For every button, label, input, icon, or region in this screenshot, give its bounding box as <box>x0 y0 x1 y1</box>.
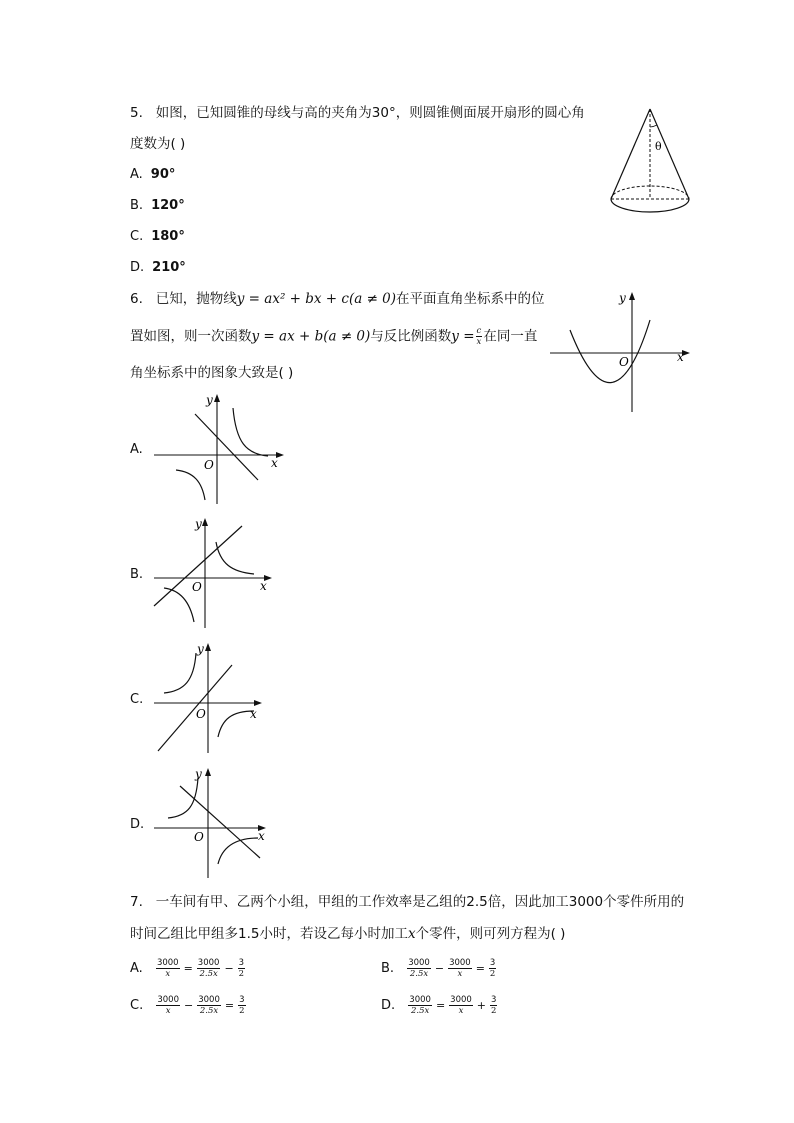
q5-option-b[interactable] <box>130 196 185 216</box>
q6-option-a-graph[interactable] <box>150 392 290 507</box>
q6-a-origin-label: O <box>204 458 214 472</box>
q6-line1-a: 已知，抛物线 <box>155 291 237 307</box>
operator: = <box>475 961 485 975</box>
frac-denominator: 2 <box>489 969 496 979</box>
q5-option-label: C. <box>130 229 144 244</box>
q5-option-label: A. <box>130 167 143 182</box>
frac-numerator: 3000 <box>409 995 431 1005</box>
q7-a-frac-right <box>238 958 245 979</box>
q5-line1-text: 如图，已知圆锥的母线与高的夹角为30°，则圆锥侧面展开扇形的圆心角 <box>155 105 585 121</box>
q7-c-frac-right <box>238 995 245 1016</box>
frac-denominator: 2 <box>491 1006 497 1016</box>
q6-inverse-fraction <box>476 326 483 347</box>
operator: + <box>476 998 487 1012</box>
q7-b-frac-right <box>489 958 496 979</box>
frac-numerator: 3000 <box>198 995 220 1005</box>
q7-option-label: D. <box>381 998 396 1013</box>
q6-c-origin-label: O <box>196 707 206 721</box>
frac-numerator: 3 <box>491 995 497 1005</box>
frac-denominator: x <box>165 1006 171 1016</box>
frac-numerator: 3000 <box>408 958 430 968</box>
q5-theta-label: θ <box>655 140 662 153</box>
q6-frac-denominator: x <box>476 337 482 347</box>
q7-stem-line1 <box>130 892 684 912</box>
q5-option-label: B. <box>130 198 144 213</box>
q5-option-d[interactable] <box>130 258 186 278</box>
frac-denominator: 2 <box>238 969 245 979</box>
q7-a-frac-left <box>156 958 180 979</box>
q6-frac-numerator: c <box>476 326 482 336</box>
q5-cone-figure <box>605 105 695 220</box>
frac-denominator: 2.5x <box>199 1006 219 1016</box>
frac-denominator: 2.5x <box>410 1006 430 1016</box>
frac-denominator: x <box>457 969 463 979</box>
frac-numerator: 3 <box>238 958 245 968</box>
q6-inverse-equation: y = <box>451 328 475 345</box>
q6-line1-b: 在平面直角坐标系中的位 <box>396 291 545 307</box>
q7-option-c[interactable] <box>130 995 247 1016</box>
q7-option-label: A. <box>130 961 143 976</box>
q5-option-value: 180° <box>151 229 185 244</box>
q6-parabola-equation: y = ax² + bx + c(a ≠ 0) <box>236 291 397 307</box>
frac-denominator: 2.5x <box>199 969 218 979</box>
q6-parabola-figure <box>548 290 693 415</box>
q5-option-value: 90° <box>150 167 176 182</box>
q6-b-y-label: y <box>195 517 202 531</box>
q6-option-c-label[interactable]: C. <box>130 692 144 707</box>
operator: − <box>184 998 194 1012</box>
q5-option-value: 120° <box>151 198 185 213</box>
frac-numerator: 3000 <box>450 995 472 1005</box>
q5-option-a[interactable] <box>130 165 175 185</box>
frac-numerator: 3000 <box>157 995 179 1005</box>
operator: = <box>435 998 446 1012</box>
q6-stem-line2 <box>130 326 537 347</box>
q6-linear-equation: y = ax + b(a ≠ 0) <box>251 328 371 345</box>
operator: = <box>183 961 193 975</box>
q5-option-c[interactable] <box>130 227 185 247</box>
q6-b-x-label: x <box>260 579 267 593</box>
q7-line1-text: 一车间有甲、乙两个小组，甲组的工作效率是乙组的2.5倍，因此加工3000个零件所用的 <box>155 894 685 910</box>
q6-c-x-label: x <box>250 707 257 721</box>
q7-option-d[interactable] <box>381 995 498 1016</box>
q6-c-y-label: y <box>197 642 204 656</box>
q7-line2-b: 个零件，则可列方程为( ) <box>415 926 566 942</box>
q6-option-c-graph[interactable] <box>150 641 275 756</box>
frac-denominator: x <box>458 1006 464 1016</box>
q7-variable: x <box>407 926 416 942</box>
q6-option-b-label[interactable]: B. <box>130 567 144 582</box>
q6-fig-y-label: y <box>619 291 626 305</box>
q5-stem-line2: 度数为( ) <box>130 136 186 152</box>
q6-option-b-graph[interactable] <box>150 516 280 631</box>
q7-c-frac-left <box>156 995 180 1016</box>
q7-d-frac-mid <box>449 995 473 1016</box>
q7-option-b[interactable] <box>381 958 497 979</box>
q7-option-label: C. <box>130 998 144 1013</box>
q6-line2-c: 在同一直 <box>483 328 538 345</box>
q7-c-frac-mid <box>197 995 221 1016</box>
frac-denominator: 2.5x <box>409 969 429 979</box>
q6-line2-a: 置如图，则一次函数 <box>130 328 252 345</box>
q7-a-frac-mid <box>197 958 221 979</box>
q6-d-y-label: y <box>195 767 202 781</box>
q6-a-x-label: x <box>271 456 278 470</box>
q6-a-y-label: y <box>206 393 213 407</box>
q5-stem-line1 <box>130 103 585 123</box>
q7-b-frac-left <box>407 958 431 979</box>
q5-option-label: D. <box>130 260 145 275</box>
q6-d-origin-label: O <box>194 830 204 844</box>
q6-stem-line3: 角坐标系中的图象大致是( ) <box>130 365 294 381</box>
q6-b-origin-label: O <box>192 580 202 594</box>
q6-option-d-label[interactable]: D. <box>130 817 145 832</box>
frac-numerator: 3000 <box>156 958 179 968</box>
q6-number: 6. <box>130 291 143 307</box>
q7-number: 7. <box>130 894 143 910</box>
frac-denominator: 2 <box>239 1006 245 1016</box>
operator: = <box>224 998 235 1012</box>
frac-denominator: x <box>165 969 171 979</box>
operator: − <box>224 961 234 975</box>
q6-fig-origin-label: O <box>619 355 629 369</box>
q7-d-frac-right <box>490 995 497 1016</box>
frac-numerator: 3 <box>489 958 496 968</box>
q6-line2-b: 与反比例函数 <box>370 328 452 345</box>
operator: − <box>434 961 445 975</box>
q6-option-d-graph[interactable] <box>150 766 275 881</box>
q7-option-a[interactable] <box>130 958 246 979</box>
q7-line2-a: 时间乙组比甲组多1.5小时，若设乙每小时加工 <box>130 926 408 942</box>
frac-numerator: 3000 <box>197 958 220 968</box>
q6-option-a-label[interactable]: A. <box>130 442 143 457</box>
frac-numerator: 3 <box>239 995 245 1005</box>
q6-stem-line1 <box>130 289 545 309</box>
q7-b-frac-mid <box>448 958 472 979</box>
q6-fig-x-label: x <box>677 350 684 364</box>
frac-numerator: 3000 <box>449 958 471 968</box>
q5-number: 5. <box>130 105 143 121</box>
q5-option-value: 210° <box>152 260 186 275</box>
q7-stem-line2 <box>130 924 565 944</box>
q6-d-x-label: x <box>258 829 265 843</box>
q7-option-label: B. <box>381 961 395 976</box>
q7-d-frac-left <box>408 995 432 1016</box>
